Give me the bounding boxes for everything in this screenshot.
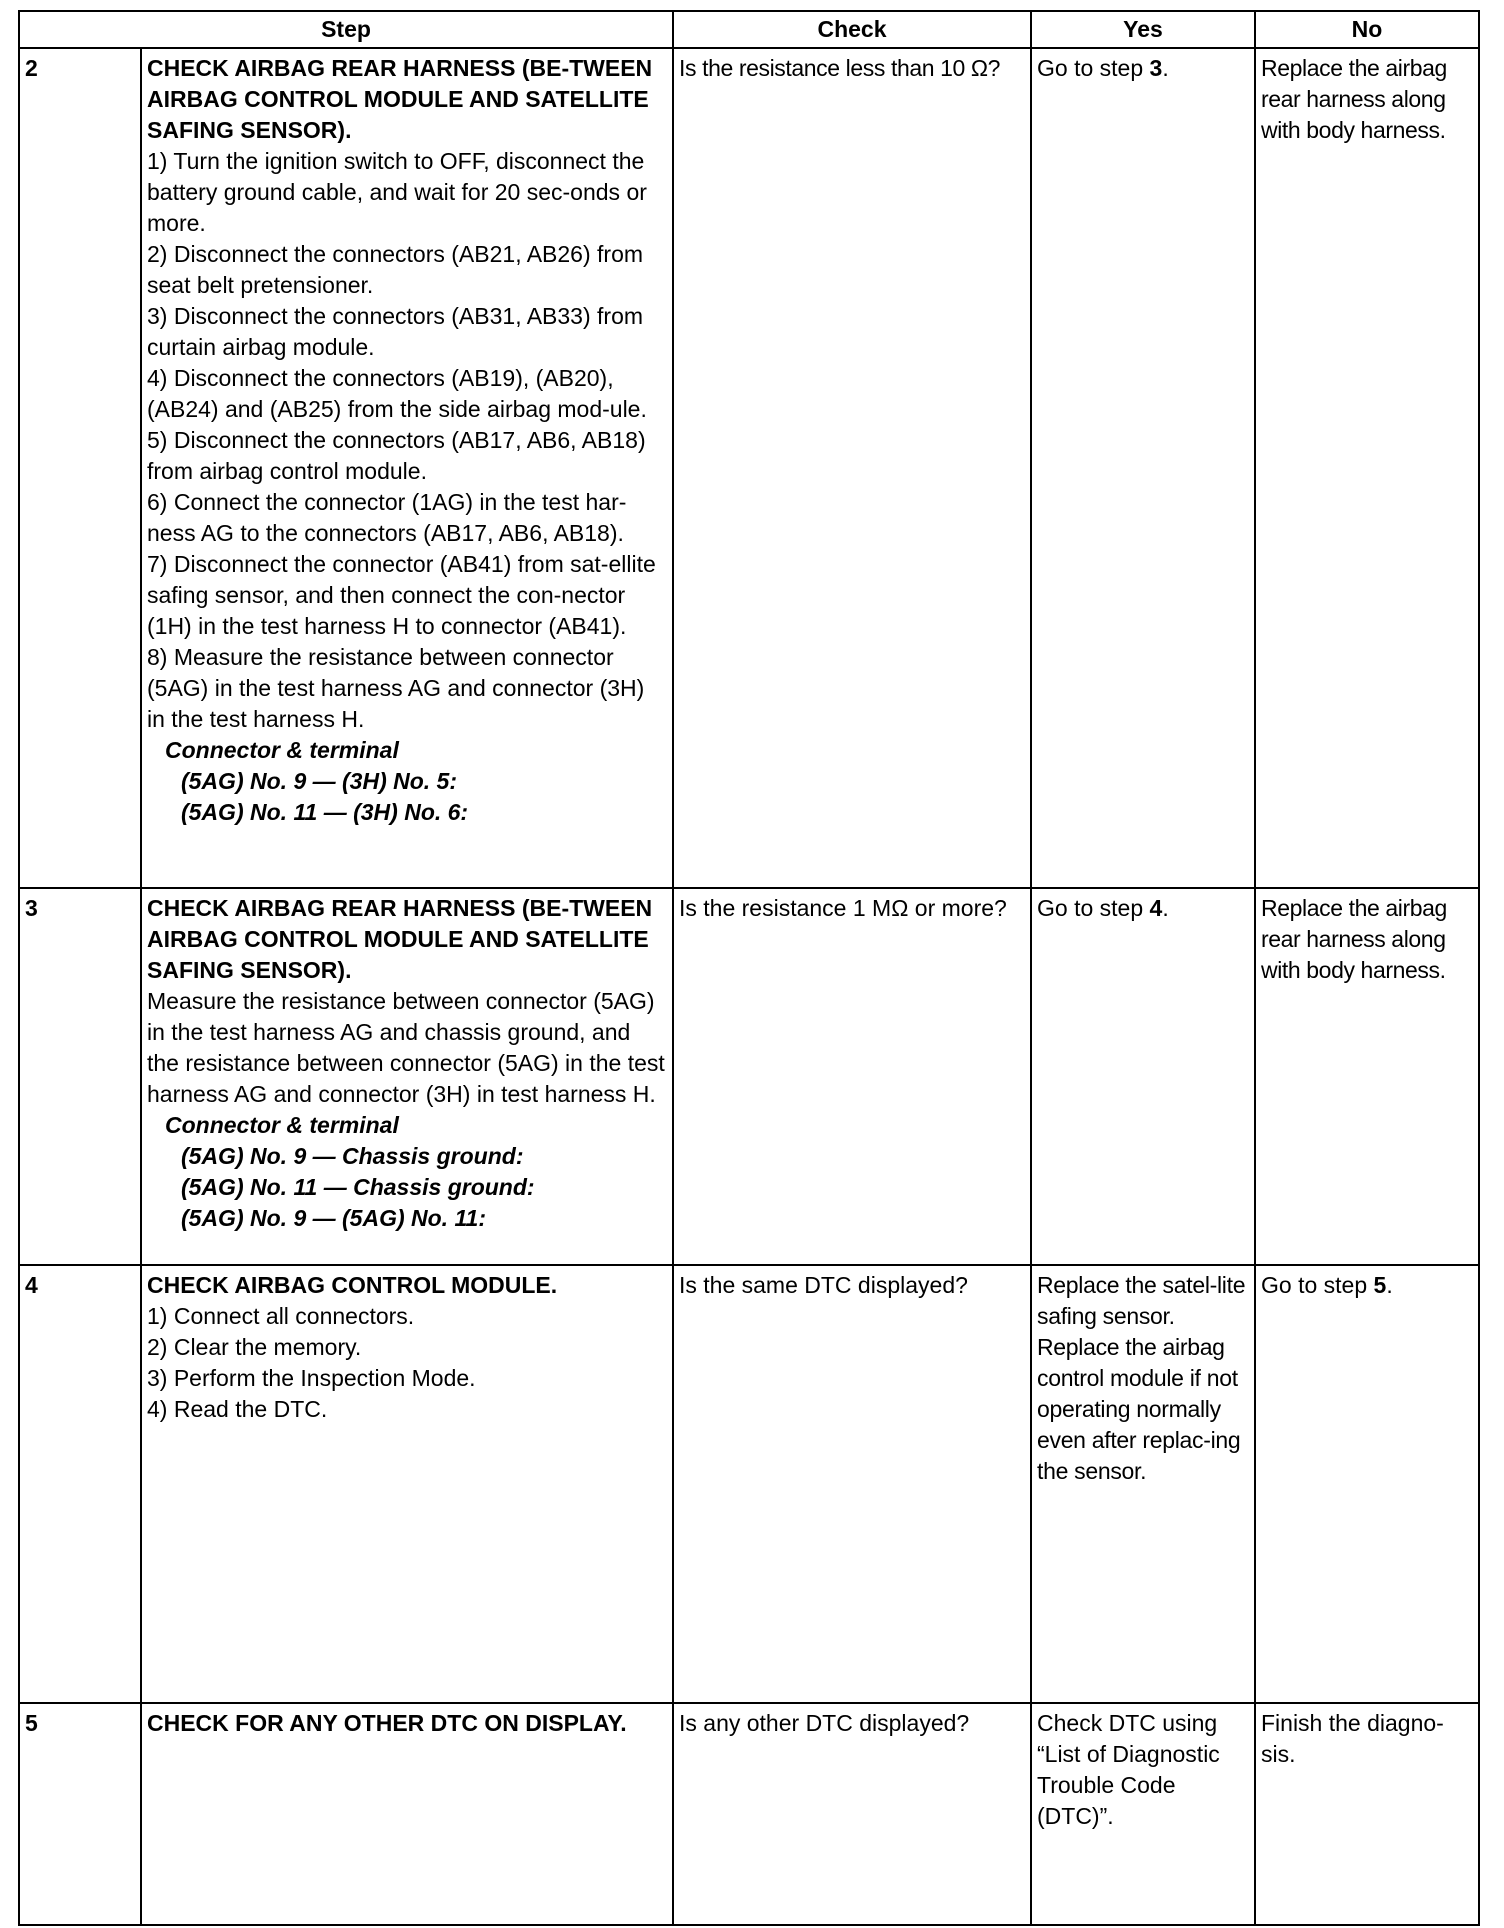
yes-step-link[interactable]: 4 <box>1149 895 1163 921</box>
no-cell: Finish the diagno-sis. <box>1255 1703 1479 1925</box>
step-title: CHECK AIRBAG REAR HARNESS (BE-TWEEN AIRBAG CONTROL MODULE AND SATELLITE SAFING SENSOR). <box>147 895 653 983</box>
step-title: CHECK FOR ANY OTHER DTC ON DISPLAY. <box>147 1710 627 1736</box>
check-cell: Is the same DTC displayed? <box>673 1265 1031 1703</box>
no-suffix: . <box>1386 1272 1393 1298</box>
no-text: Go to step <box>1261 1272 1374 1298</box>
step-instruction: 5) Disconnect the connectors (AB17, AB6, AB18) from airbag control module. <box>147 427 646 484</box>
header-check: Check <box>673 11 1031 48</box>
header-row <box>19 11 1479 48</box>
step-cell <box>141 1265 673 1703</box>
step-instruction: 1) Connect all connectors. <box>147 1303 415 1329</box>
step-instruction: 1) Turn the ignition switch to OFF, disconnect the battery ground cable, and wait for 20 sec-onds or more. <box>147 148 647 236</box>
step-instruction: 3) Disconnect the connectors (AB31, AB33) from curtain airbag module. <box>147 303 644 360</box>
yes-text: Go to step <box>1037 895 1150 921</box>
connector-terminal-item: (5AG) No. 11 — Chassis ground: <box>181 1174 535 1200</box>
step-instruction: 2) Disconnect the connectors (AB21, AB26) from seat belt pretensioner. <box>147 241 644 298</box>
step-cell <box>141 48 673 888</box>
step-cell <box>141 1703 673 1925</box>
header-yes: Yes <box>1031 11 1255 48</box>
step-number: 3 <box>19 888 141 1265</box>
table-row <box>19 1703 1479 1925</box>
connector-terminal-item: (5AG) No. 9 — Chassis ground: <box>181 1143 524 1169</box>
connector-terminal-item: (5AG) No. 11 — (3H) No. 6: <box>181 799 469 825</box>
check-cell: Is any other DTC displayed? <box>673 1703 1031 1925</box>
connector-terminal-item: (5AG) No. 9 — (5AG) No. 11: <box>181 1205 486 1231</box>
step-instruction: 8) Measure the resistance between connector (5AG) in the test harness AG and connector (3H) in the test harness H. <box>147 644 645 732</box>
connector-terminal-item: (5AG) No. 9 — (3H) No. 5: <box>181 768 458 794</box>
yes-text: Go to step <box>1037 55 1150 81</box>
yes-suffix: . <box>1162 55 1169 81</box>
no-cell <box>1255 1265 1479 1703</box>
step-title: CHECK AIRBAG REAR HARNESS (BE-TWEEN AIRBAG CONTROL MODULE AND SATELLITE SAFING SENSOR). <box>147 55 653 143</box>
no-step-link[interactable]: 5 <box>1373 1272 1387 1298</box>
step-number: 4 <box>19 1265 141 1703</box>
diagnostic-table <box>18 10 1480 1926</box>
table-row <box>19 48 1479 888</box>
step-cell <box>141 888 673 1265</box>
step-instruction: 4) Disconnect the connectors (AB19), (AB20), (AB24) and (AB25) from the side airbag mod-ule. <box>147 365 647 422</box>
check-cell: Is the resistance less than 10 Ω? <box>673 48 1031 888</box>
step-number: 5 <box>19 1703 141 1925</box>
step-instruction: 4) Read the DTC. <box>147 1396 328 1422</box>
step-instruction: 3) Perform the Inspection Mode. <box>147 1365 476 1391</box>
no-cell: Replace the airbag rear harness along with body harness. <box>1255 888 1479 1265</box>
no-cell: Replace the airbag rear harness along with body harness. <box>1255 48 1479 888</box>
yes-cell: Replace the satel-lite safing sensor. Replace the airbag control module if not operating normally even after replac-ing the sensor. <box>1031 1265 1255 1703</box>
check-cell: Is the resistance 1 MΩ or more? <box>673 888 1031 1265</box>
table-row <box>19 1265 1479 1703</box>
step-instruction: Measure the resistance between connector (5AG) in the test harness AG and chassis ground, and the resistance between connector (5AG) in the test harness AG and connector (3H) in test harness H. <box>147 988 665 1107</box>
yes-suffix: . <box>1162 895 1169 921</box>
yes-cell: Check DTC using “List of Diagnostic Trouble Code (DTC)”. <box>1031 1703 1255 1925</box>
yes-cell <box>1031 48 1255 888</box>
yes-step-link[interactable]: 3 <box>1149 55 1163 81</box>
header-step: Step <box>19 11 673 48</box>
connector-terminal-heading: Connector & terminal <box>165 1112 399 1138</box>
header-no: No <box>1255 11 1479 48</box>
step-instruction: 6) Connect the connector (1AG) in the test har-ness AG to the connectors (AB17, AB6, AB18). <box>147 489 627 546</box>
step-title: CHECK AIRBAG CONTROL MODULE. <box>147 1272 558 1298</box>
step-instruction: 7) Disconnect the connector (AB41) from sat-ellite safing sensor, and then connect the con-nector (1H) in the test harness H to connector (AB41). <box>147 551 656 639</box>
step-number: 2 <box>19 48 141 888</box>
connector-terminal-heading: Connector & terminal <box>165 737 399 763</box>
yes-cell <box>1031 888 1255 1265</box>
step-instruction: 2) Clear the memory. <box>147 1334 362 1360</box>
table-row <box>19 888 1479 1265</box>
